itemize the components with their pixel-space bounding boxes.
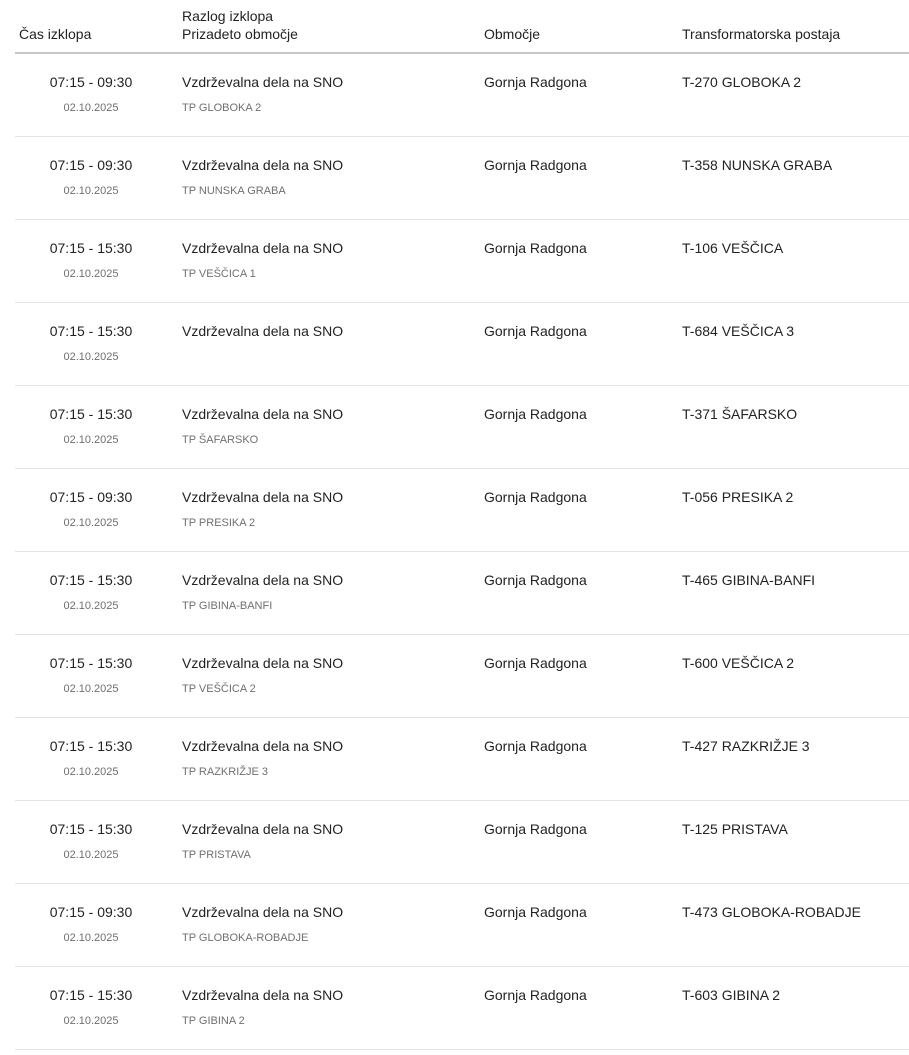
affected-area: TP GIBINA-BANFI — [182, 600, 273, 612]
header-reason-label: Razlog izklopa — [182, 8, 274, 24]
area-cell: Gornja Radgona — [484, 821, 587, 837]
affected-area: TP VEŠČICA 2 — [182, 683, 256, 695]
outage-date: 02.10.2025 — [63, 434, 119, 446]
affected-area: TP PRISTAVA — [182, 849, 251, 861]
time-range: 07:15 - 15:30 — [49, 240, 133, 256]
outage-reason: Vzdrževalna dela na SNO — [182, 489, 344, 505]
reason-cell — [182, 73, 343, 115]
outage-table — [15, 0, 909, 1050]
table-row — [15, 137, 909, 220]
time-cell — [15, 322, 167, 364]
station-cell: T-358 NUNSKA GRABA — [682, 157, 833, 173]
outage-reason: Vzdrževalna dela na SNO — [182, 572, 344, 588]
table-row — [15, 54, 909, 137]
table-row — [15, 552, 909, 635]
time-range: 07:15 - 15:30 — [49, 572, 133, 588]
table-row — [15, 967, 909, 1050]
station-cell: T-056 PRESIKA 2 — [682, 489, 794, 505]
reason-cell — [182, 737, 343, 779]
time-cell — [15, 654, 167, 696]
time-cell — [15, 571, 167, 613]
time-cell — [15, 405, 167, 447]
time-cell — [15, 156, 167, 198]
table-row — [15, 635, 909, 718]
time-range: 07:15 - 15:30 — [49, 406, 133, 422]
header-time — [19, 25, 91, 43]
outage-reason: Vzdrževalna dela na SNO — [182, 987, 344, 1003]
area-cell: Gornja Radgona — [484, 738, 587, 754]
station-cell: T-684 VEŠČICA 3 — [682, 323, 795, 339]
reason-cell — [182, 820, 343, 862]
area-cell: Gornja Radgona — [484, 572, 587, 588]
reason-cell — [182, 322, 343, 364]
time-cell — [15, 986, 167, 1028]
time-cell — [15, 239, 167, 281]
time-range: 07:15 - 15:30 — [49, 738, 133, 754]
time-cell — [15, 820, 167, 862]
header-station — [682, 25, 840, 43]
reason-cell — [182, 488, 343, 530]
area-cell: Gornja Radgona — [484, 987, 587, 1003]
station-cell: T-465 GIBINA-BANFI — [682, 572, 816, 588]
reason-cell — [182, 571, 343, 613]
time-range: 07:15 - 15:30 — [49, 655, 133, 671]
affected-area: TP NUNSKA GRABA — [182, 185, 286, 197]
outage-date: 02.10.2025 — [63, 102, 119, 114]
area-cell: Gornja Radgona — [484, 489, 587, 505]
table-row — [15, 469, 909, 552]
header-reason — [182, 7, 298, 43]
time-cell — [15, 737, 167, 779]
affected-area: TP RAZKRIŽJE 3 — [182, 766, 268, 778]
area-cell: Gornja Radgona — [484, 904, 587, 920]
time-cell — [15, 903, 167, 945]
outage-reason: Vzdrževalna dela na SNO — [182, 655, 344, 671]
affected-area: TP ŠAFARSKO — [182, 434, 259, 446]
outage-date: 02.10.2025 — [63, 766, 119, 778]
time-cell — [15, 73, 167, 115]
outage-reason: Vzdrževalna dela na SNO — [182, 821, 344, 837]
table-row — [15, 884, 909, 967]
outage-date: 02.10.2025 — [63, 683, 119, 695]
header-affected-label: Prizadeto območje — [182, 26, 298, 42]
table-row — [15, 303, 909, 386]
table-body — [15, 54, 909, 1050]
affected-area: TP GLOBOKA-ROBADJE — [182, 932, 309, 944]
time-range: 07:15 - 09:30 — [49, 74, 133, 90]
table-row — [15, 718, 909, 801]
header-station-label: Transformatorska postaja — [682, 26, 841, 42]
outage-date: 02.10.2025 — [63, 185, 119, 197]
table-row — [15, 220, 909, 303]
time-range: 07:15 - 15:30 — [49, 323, 133, 339]
outage-date: 02.10.2025 — [63, 268, 119, 280]
time-range: 07:15 - 09:30 — [49, 489, 133, 505]
header-area-label: Območje — [484, 26, 541, 42]
area-cell: Gornja Radgona — [484, 406, 587, 422]
affected-area: TP GIBINA 2 — [182, 1015, 245, 1027]
station-cell: T-603 GIBINA 2 — [682, 987, 781, 1003]
station-cell: T-600 VEŠČICA 2 — [682, 655, 795, 671]
outage-reason: Vzdrževalna dela na SNO — [182, 74, 344, 90]
table-row — [15, 801, 909, 884]
station-cell: T-106 VEŠČICA — [682, 240, 784, 256]
outage-date: 02.10.2025 — [63, 517, 119, 529]
area-cell: Gornja Radgona — [484, 157, 587, 173]
affected-area: TP PRESIKA 2 — [182, 517, 256, 529]
outage-reason: Vzdrževalna dela na SNO — [182, 323, 344, 339]
station-cell: T-427 RAZKRIŽJE 3 — [682, 738, 810, 754]
time-range: 07:15 - 15:30 — [49, 987, 133, 1003]
time-range: 07:15 - 09:30 — [49, 904, 133, 920]
affected-area: TP VEŠČICA 1 — [182, 268, 256, 280]
station-cell: T-473 GLOBOKA-ROBADJE — [682, 904, 861, 920]
outage-reason: Vzdrževalna dela na SNO — [182, 904, 344, 920]
time-cell — [15, 488, 167, 530]
area-cell: Gornja Radgona — [484, 74, 587, 90]
outage-reason: Vzdrževalna dela na SNO — [182, 240, 344, 256]
area-cell: Gornja Radgona — [484, 655, 587, 671]
reason-cell — [182, 903, 343, 945]
time-range: 07:15 - 15:30 — [49, 821, 133, 837]
reason-cell — [182, 986, 343, 1028]
reason-cell — [182, 654, 343, 696]
header-time-label: Čas izklopa — [19, 26, 92, 42]
station-cell: T-371 ŠAFARSKO — [682, 406, 798, 422]
outage-date: 02.10.2025 — [63, 600, 119, 612]
station-cell: T-270 GLOBOKA 2 — [682, 74, 802, 90]
reason-cell — [182, 239, 343, 281]
outage-date: 02.10.2025 — [63, 351, 119, 363]
outage-date: 02.10.2025 — [63, 849, 119, 861]
table-header — [15, 0, 909, 54]
affected-area — [182, 350, 343, 364]
outage-reason: Vzdrževalna dela na SNO — [182, 157, 344, 173]
reason-cell — [182, 405, 343, 447]
outage-reason: Vzdrževalna dela na SNO — [182, 738, 344, 754]
reason-cell — [182, 156, 343, 198]
outage-reason: Vzdrževalna dela na SNO — [182, 406, 344, 422]
outage-date: 02.10.2025 — [63, 932, 119, 944]
table-row — [15, 386, 909, 469]
header-area — [484, 25, 540, 43]
outage-date: 02.10.2025 — [63, 1015, 119, 1027]
area-cell: Gornja Radgona — [484, 323, 587, 339]
station-cell: T-125 PRISTAVA — [682, 821, 788, 837]
area-cell: Gornja Radgona — [484, 240, 587, 256]
affected-area: TP GLOBOKA 2 — [182, 102, 262, 114]
time-range: 07:15 - 09:30 — [49, 157, 133, 173]
